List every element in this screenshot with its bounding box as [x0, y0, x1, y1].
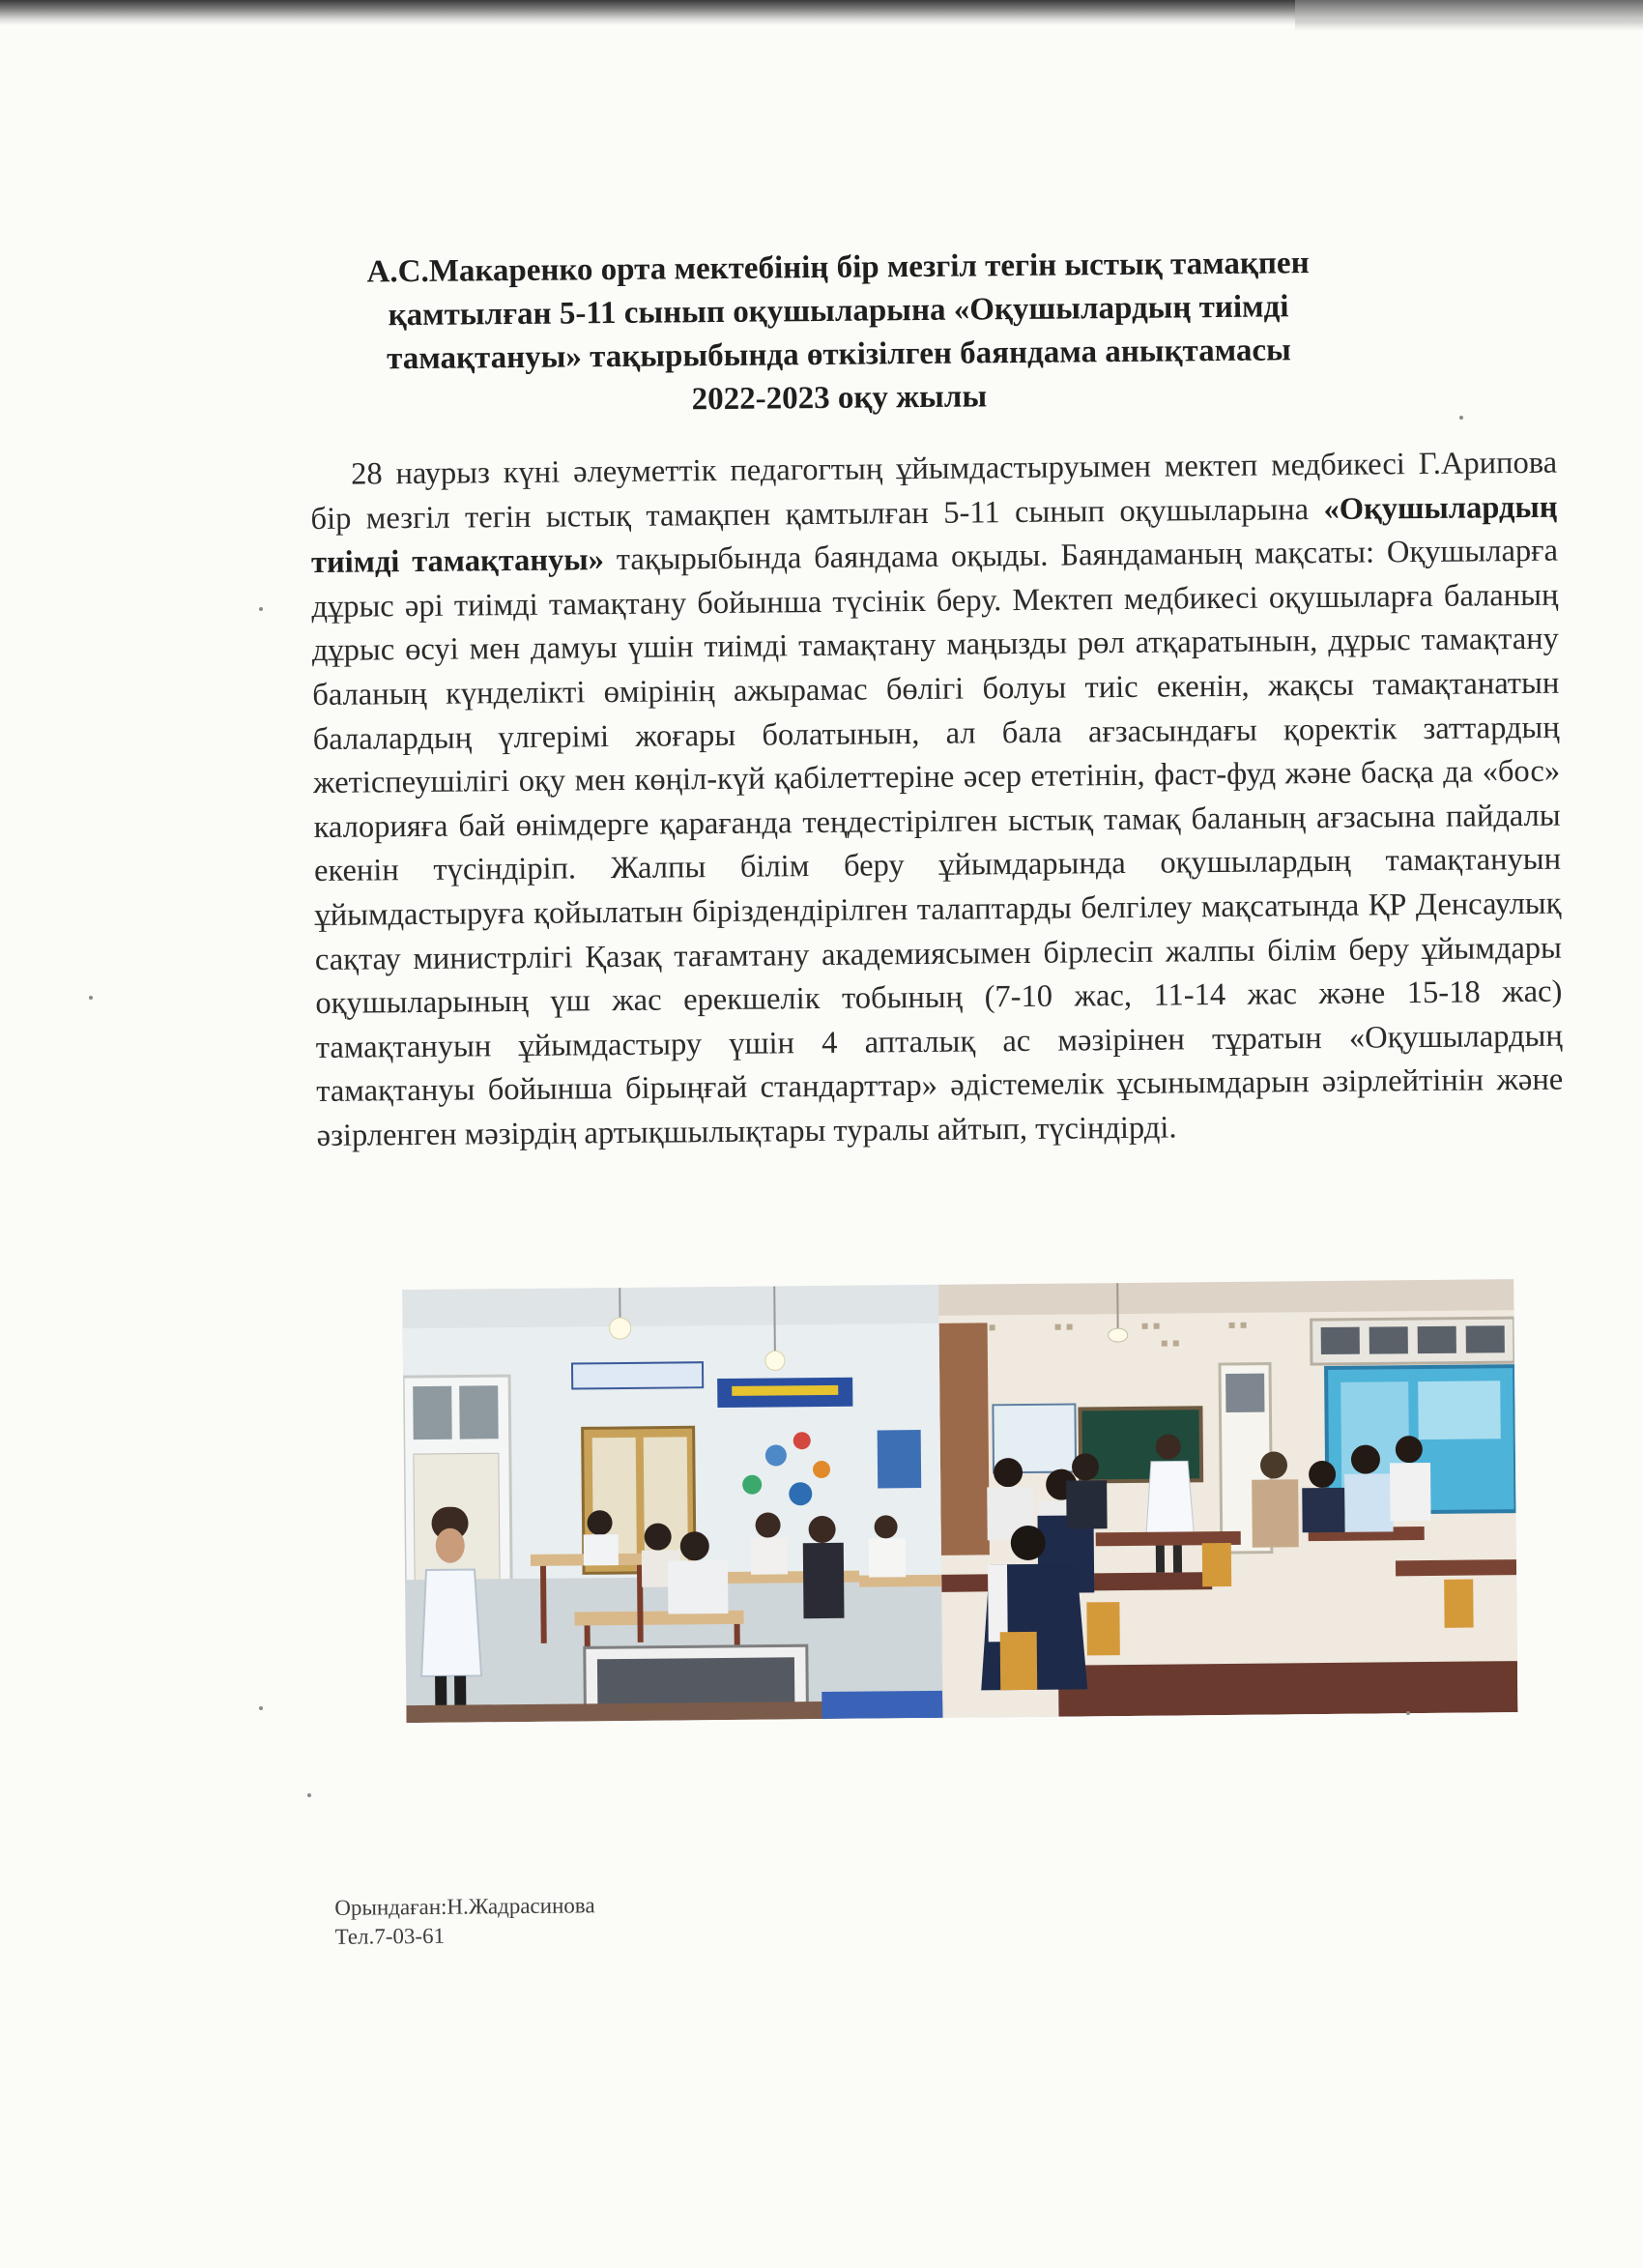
scan-speck [259, 1706, 263, 1710]
classroom-photo-left [402, 1285, 942, 1723]
title-line-3: тамақтануы» тақырыбында өткізілген баяндама анықтамасы [283, 328, 1395, 382]
report-paragraph [310, 442, 1564, 1159]
scan-speck [89, 996, 93, 1000]
scan-speck [307, 1793, 311, 1797]
classroom-photo-right [938, 1279, 1517, 1718]
document-footer [334, 1891, 595, 1952]
scan-speck [259, 607, 263, 611]
title-line-1: А.С.Макаренко орта мектебінің бір мезгіл тегін ыстық тамақпен [282, 241, 1394, 295]
report-text-part-2: тақырыбында баяндама оқыды. Баяндаманың мақсаты: Оқушыларға дұрыс әрі тиімді тамақтану бойынша түсінік беру. Мектеп медбикесі оқушыларға баланың дұрыс өсуі мен дамуы үшін тиімді тамақтану маңызды рөл атқаратынын, дұрыс тамақтану баланың күнделікті өмірінің ажырамас бөлігі болуы тиіс екенін, жақсы тамақтанатын балалардың үлгерімі жоғары болатынын, ал бала ағзасындағы қоректік заттардың жетіспеушілігі оқу мен көңіл-күй қабілеттеріне әсер ететінін, фаст-фуд және басқа да «бос» калорияға бай өнімдерге қарағанда теңдестірілген ыстық тамақ баланың ағзасына пайдалы екенін түсіндіріп. Жалпы білім беру ұйымдарында оқушылардың тамақтануын ұйымдастыруға қойылатын біріздендірілген талаптарды белгілеу мақсатында ҚР Денсаулық сақтау министрлігі Қазақ тағамтану академиясымен бірлесіп жалпы білім беру ұйымдары оқушыларының үш жас ерекшелік тобының (7-10 жас, 11-14 жас және 15-18 жас) тамақтануын ұйымдастыру үшін 4 апталық ас мәзірінен тұратын «Оқушылардың тамақтануы бойынша бірыңғай стандарттар» әдістемелік ұсынымдарын әзірлейтінін және әзірленген мәзірдің артықшылықтары туралы айтып, түсіндірді. [311, 534, 1563, 1153]
report-topic-bold: «Оқушылардың тиімді тамақтануы» [311, 489, 1558, 580]
scan-speck [1459, 416, 1463, 420]
title-line-4: 2022-2023 оқу жылы [283, 371, 1395, 425]
report-text-part-1: 28 наурыз күні әлеуметтік педагогтың ұйымдастыруымен мектеп медбикесі Г.Арипова бір мезгіл тегін ыстық тамақпен қамтылған 5-11 сынып оқушыларына [310, 446, 1557, 537]
performed-by: Орындаған:Н.Жадрасинова [334, 1891, 595, 1923]
report-body [310, 442, 1564, 1159]
title-line-2: қамтылған 5-11 сынып оқушыларына «Оқушылардың тиімді [282, 284, 1394, 338]
event-photos [402, 1279, 1517, 1723]
phone-number: Тел.7-03-61 [335, 1920, 596, 1952]
document-title [282, 241, 1396, 425]
scan-speck [1406, 1711, 1410, 1715]
